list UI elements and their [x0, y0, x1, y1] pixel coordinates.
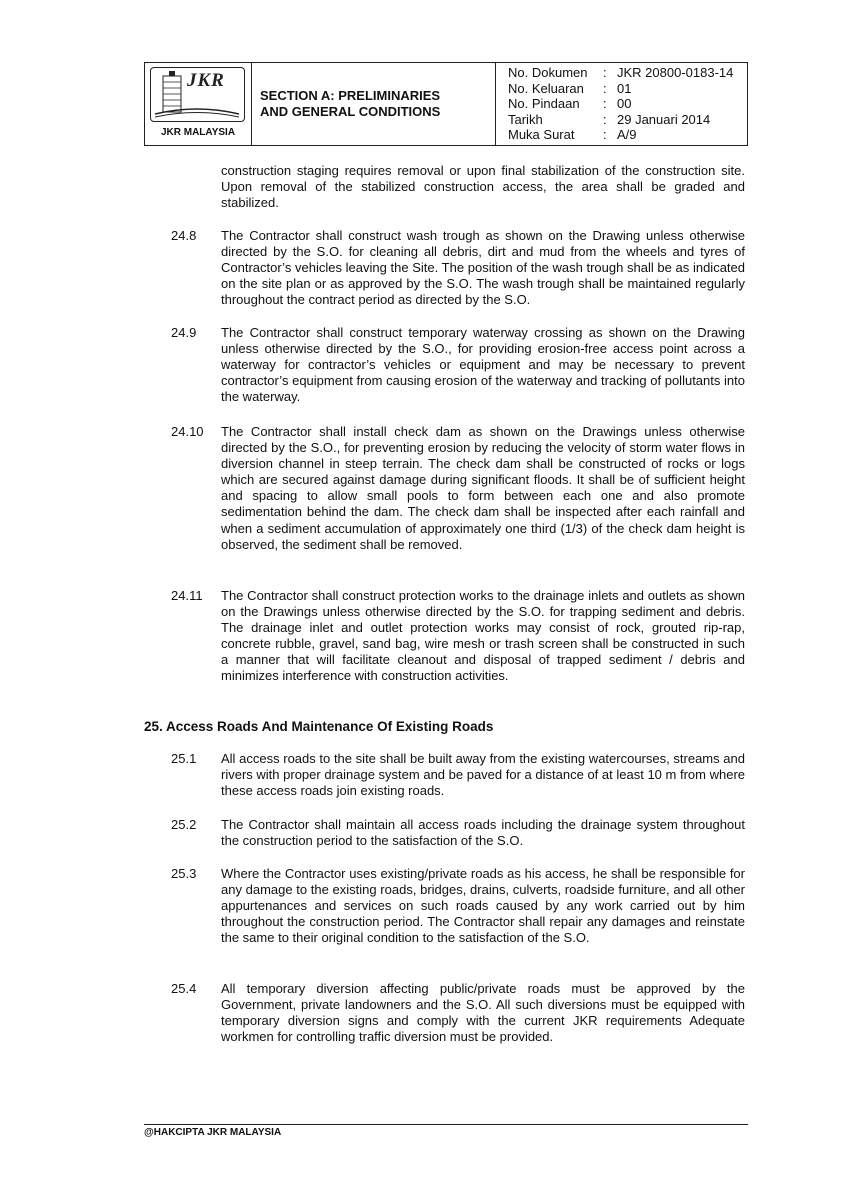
clause-text: All access roads to the site shall be built away from the existing watercourses, streams and rivers with proper drainage system and be paved for a distance of at least 10 m from where these access roads join existing roads. [221, 751, 745, 799]
logo-caption: JKR MALAYSIA [160, 127, 236, 138]
footer-divider [144, 1124, 748, 1125]
clause-text: The Contractor shall construct temporary waterway crossing as shown on the Drawing unless otherwise directed by the S.O., for providing erosion-free access point across a waterway for contractor’s vehicles or equipment and may be necessary to prevent contractor’s equipment from causing erosion of the waterway and tracking of pollutants into the waterway. [221, 325, 745, 405]
continuation-paragraph: construction staging requires removal or upon final stabilization of the construction site. Upon removal of the stabilized construction access, the area shall be graded and stabilized. [221, 163, 745, 211]
clause-text: Where the Contractor uses existing/private roads as his access, he shall be responsible for any damage to the existing roads, bridges, drains, culverts, roadside furniture, and all other appurtenances and services on such roads caused by any work carried out by him throughout the construction period. The Contractor shall repair any damages and reinstate the same to their original condition to the satisfaction of the S.O. [221, 866, 745, 946]
meta-value: A/9 [617, 127, 637, 143]
clause-number: 25.1 [171, 751, 197, 766]
logo-text: JKR [187, 70, 225, 91]
clause-text: The Contractor shall construct wash trough as shown on the Drawing unless otherwise directed by the S.O. for cleaning all debris, dirt and mud from the wheels and tyres of Contractor’s vehicles leaving the Site. The position of the wash trough shall be as indicated on the site plan or as approved by the S.O. The wash trough shall be maintained regularly throughout the contract period as directed by the S.O. [221, 228, 745, 308]
meta-row-page: Muka Surat : A/9 [508, 127, 637, 143]
meta-row-issue-no: No. Keluaran : 01 [508, 80, 632, 96]
meta-value: JKR 20800-0183-14 [617, 65, 734, 80]
document-meta [496, 63, 747, 145]
meta-row-amendment-no: No. Pindaan : 00 [508, 96, 632, 112]
clause-number: 24.8 [171, 228, 197, 243]
section-title-line2: AND GENERAL CONDITIONS [260, 104, 441, 119]
footer-copyright: @HAKCIPTA JKR MALAYSIA [144, 1127, 282, 1138]
clause-text: The Contractor shall install check dam as shown on the Drawings unless otherwise directed by the S.O., for preventing erosion by reducing the velocity of storm water flows in diversion channel in steep terrain. The check dam shall be constructed of rocks or logs which are secured against damage during significant floods. It shall be of sufficient height and spacing to allow small pools to form between each one and also promote sedimentation behind the dam. The check dam shall be inspected after each rainfall and when a sediment accumulation of approximately one third (1/3) of the check dam height is observed, the sediment shall be removed. [221, 424, 745, 552]
clause-number: 25.4 [171, 981, 197, 996]
meta-key: Muka Surat [508, 127, 575, 143]
meta-key: No. Pindaan [508, 96, 580, 112]
meta-value: 29 Januari 2014 [617, 111, 711, 127]
section-title-line1: SECTION A: PRELIMINARIES [260, 88, 441, 103]
clause-number: 24.9 [171, 325, 197, 340]
clause-number: 25.3 [171, 866, 197, 881]
section-title [252, 63, 496, 145]
clause-text: The Contractor shall maintain all access roads including the drainage system throughout the construction period to the satisfaction of the S.O. [221, 817, 745, 849]
clause-number: 24.10 [171, 424, 204, 439]
document-header [144, 62, 748, 146]
meta-row-doc-no: No. Dokumen : JKR 20800-0183-14 [508, 65, 734, 80]
meta-key: Tarikh [508, 111, 543, 127]
clause-text: All temporary diversion affecting public/private roads must be approved by the Government, private landowners and the S.O. All such diversions must be equipped with temporary diversion signs and comply with the current JKR requirements Adequate workmen for controlling traffic diversion must be provided. [221, 981, 745, 1045]
meta-value: 01 [617, 80, 632, 96]
meta-key: No. Keluaran [508, 80, 584, 96]
clause-text: The Contractor shall construct protection works to the drainage inlets and outlets as shown on the Drawings unless otherwise directed by the S.O. for trapping sediment and debris. The drainage inlet and outlet protection works may consist of rock, grouted rip-rap, concrete rubble, gravel, sand bag, wire mesh or trash screen shall be constructed in such a manner that will facilitate cleanout and disposal of trapped sediment / debris and minimizes interference with construction activities. [221, 588, 745, 684]
section-heading: 25. Access Roads And Maintenance Of Existing Roads [144, 719, 494, 734]
jkr-logo [150, 67, 245, 122]
clause-number: 25.2 [171, 817, 197, 832]
meta-key: No. Dokumen [508, 65, 588, 80]
meta-row-date: Tarikh : 29 Januari 2014 [508, 111, 711, 127]
logo-cell [145, 63, 252, 145]
meta-value: 00 [617, 96, 632, 112]
clause-number: 24.11 [171, 588, 203, 603]
